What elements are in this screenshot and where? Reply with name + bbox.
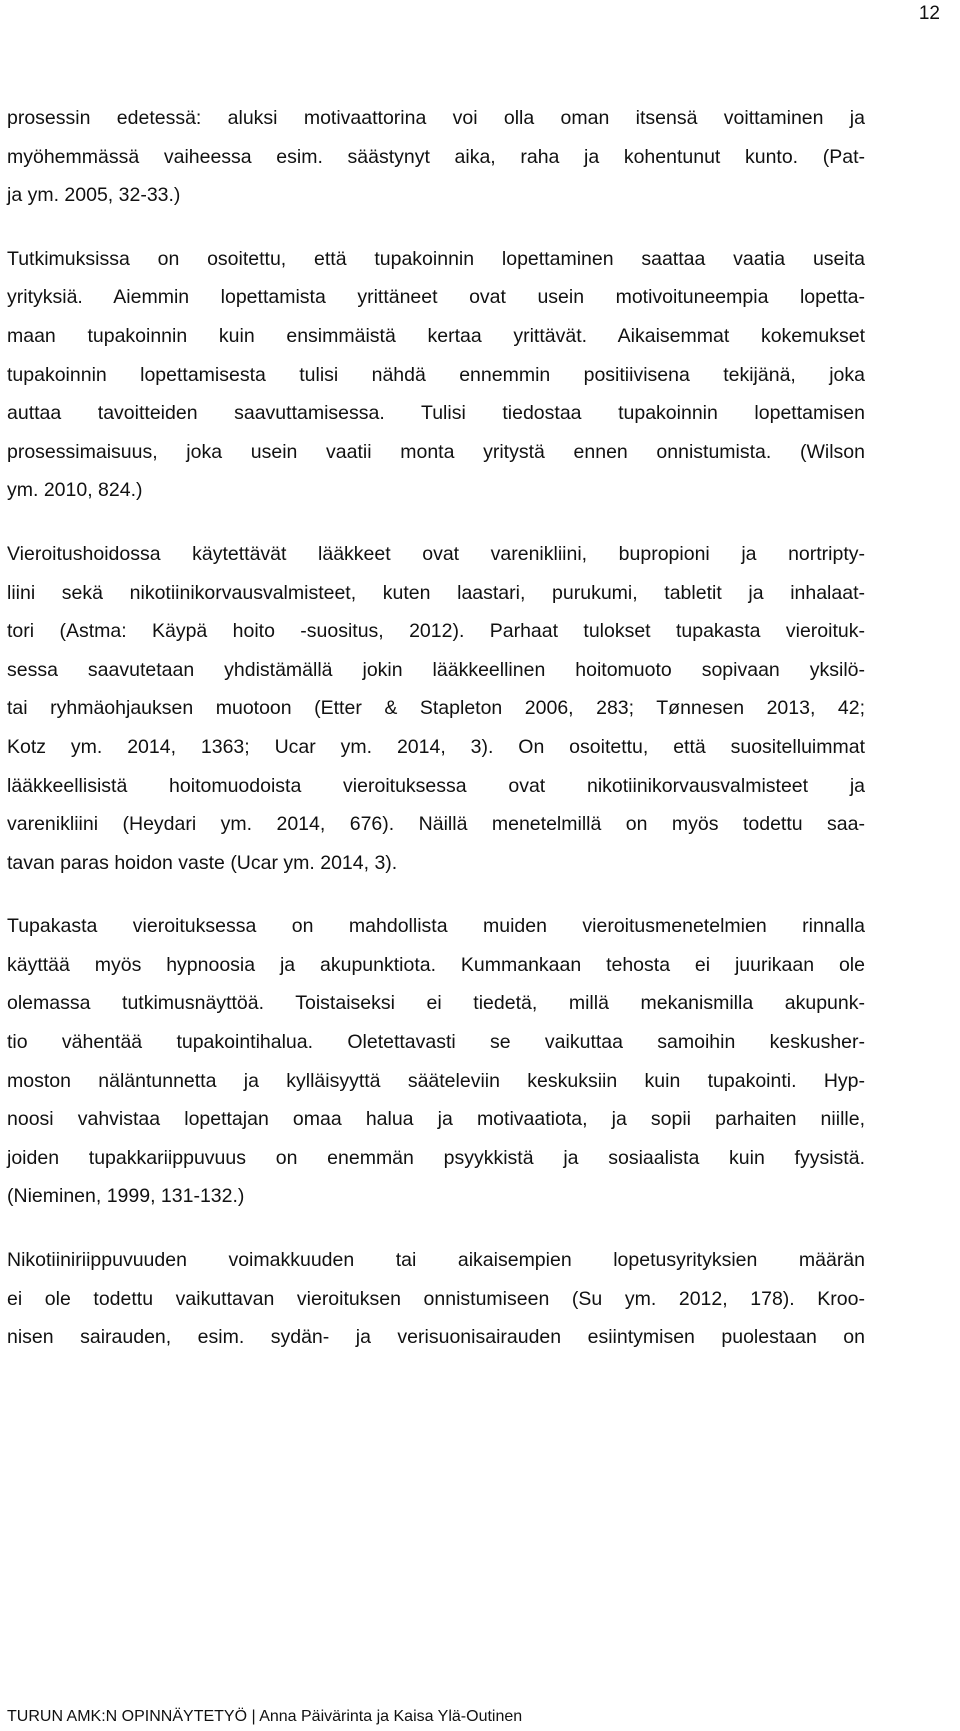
text-line: Nikotiiniriippuvuuden voimakkuuden tai aikaisempien lopetusyrityksien määrän bbox=[7, 1249, 865, 1272]
text-line: joiden tupakkariippuvuus on enemmän psyykkistä ja sosiaalista kuin fyysistä. bbox=[7, 1146, 865, 1169]
text-line: Tupakasta vieroituksessa on mahdollista muiden vieroitusmenetelmien rinnalla bbox=[7, 915, 865, 938]
paragraph-4 bbox=[7, 907, 865, 1216]
text-line: varenikliini (Heydari ym. 2014, 676). Näillä menetelmillä on myös todettu saa- bbox=[7, 813, 865, 836]
text-line: prosessimaisuus, joka usein vaatii monta yritystä ennen onnistumista. (Wilson bbox=[7, 440, 865, 463]
text-line: noosi vahvistaa lopettajan omaa halua ja motivaatiota, ja sopii parhaiten niille, bbox=[7, 1108, 865, 1131]
paragraph-5 bbox=[7, 1241, 865, 1357]
text-line: käyttää myös hypnoosia ja akupunktiota. Kummankaan tehosta ei juurikaan ole bbox=[7, 953, 865, 976]
text-line: Tutkimuksissa on osoitettu, että tupakoinnin lopettaminen saattaa vaatia useita bbox=[7, 247, 865, 270]
paragraph-1 bbox=[7, 99, 865, 215]
paragraph-2 bbox=[7, 240, 865, 510]
text-line: auttaa tavoitteiden saavuttamisessa. Tulisi tiedostaa tupakoinnin lopettamisen bbox=[7, 402, 865, 425]
text-line: yrityksiä. Aiemmin lopettamista yrittäneet ovat usein motivoituneempia lopetta- bbox=[7, 286, 865, 309]
text-line: lääkkeellisistä hoitomuodoista vieroituksessa ovat nikotiinikorvausvalmisteet ja bbox=[7, 774, 865, 797]
body-text bbox=[7, 99, 865, 1382]
text-line: Kotz ym. 2014, 1363; Ucar ym. 2014, 3). On osoitettu, että suositelluimmat bbox=[7, 735, 865, 758]
text-line: tupakoinnin lopettamisesta tulisi nähdä ennemmin positiivisena tekijänä, joka bbox=[7, 363, 865, 386]
text-line: prosessin edetessä: aluksi motivaattorina voi olla oman itsensä voittaminen ja bbox=[7, 107, 865, 129]
text-line: (Nieminen, 1999, 131-132.) bbox=[7, 1185, 245, 1208]
paragraph-3 bbox=[7, 535, 865, 882]
text-line: ei ole todettu vaikuttavan vieroituksen onnistumiseen (Su ym. 2012, 178). Kroo- bbox=[7, 1287, 865, 1310]
text-line: moston näläntunnetta ja kylläisyyttä sääteleviin keskuksiin kuin tupakointi. Hyp- bbox=[7, 1069, 865, 1092]
text-line: ja ym. 2005, 32-33.) bbox=[7, 184, 181, 207]
text-line: sessa saavutetaan yhdistämällä jokin lääkkeellinen hoitomuoto sopivaan yksilö- bbox=[7, 658, 865, 681]
text-line: maan tupakoinnin kuin ensimmäistä kertaa yrittävät. Aikaisemmat kokemukset bbox=[7, 324, 865, 347]
text-line: tai ryhmäohjauksen muotoon (Etter & Stapleton 2006, 283; Tønnesen 2013, 42; bbox=[7, 697, 865, 720]
page-number: 12 bbox=[918, 3, 940, 24]
text-line: liini sekä nikotiinikorvausvalmisteet, kuten laastari, purukumi, tabletit ja inhalaat- bbox=[7, 581, 865, 604]
text-line: ym. 2010, 824.) bbox=[7, 479, 143, 502]
text-line: tio vähentää tupakointihalua. Oletettavasti se vaikuttaa samoihin keskusher- bbox=[7, 1031, 865, 1054]
page-footer: TURUN AMK:N OPINNÄYTETYÖ | Anna Päivärinta ja Kaisa Ylä-Outinen bbox=[7, 1708, 523, 1725]
text-line: myöhemmässä vaiheessa esim. säästynyt aika, raha ja kohentunut kunto. (Pat- bbox=[7, 145, 865, 168]
text-line: tori (Astma: Käypä hoito -suositus, 2012). Parhaat tulokset tupakasta vieroituk- bbox=[7, 620, 865, 643]
text-line: olemassa tutkimusnäyttöä. Toistaiseksi ei tiedetä, millä mekanismilla akupunk- bbox=[7, 992, 865, 1015]
text-line: nisen sairauden, esim. sydän- ja verisuonisairauden esiintymisen puolestaan on bbox=[7, 1326, 865, 1349]
text-line: tavan paras hoidon vaste (Ucar ym. 2014, 3). bbox=[7, 851, 398, 874]
text-line: Vieroitushoidossa käytettävät lääkkeet ovat varenikliini, bupropioni ja nortripty- bbox=[7, 542, 865, 565]
